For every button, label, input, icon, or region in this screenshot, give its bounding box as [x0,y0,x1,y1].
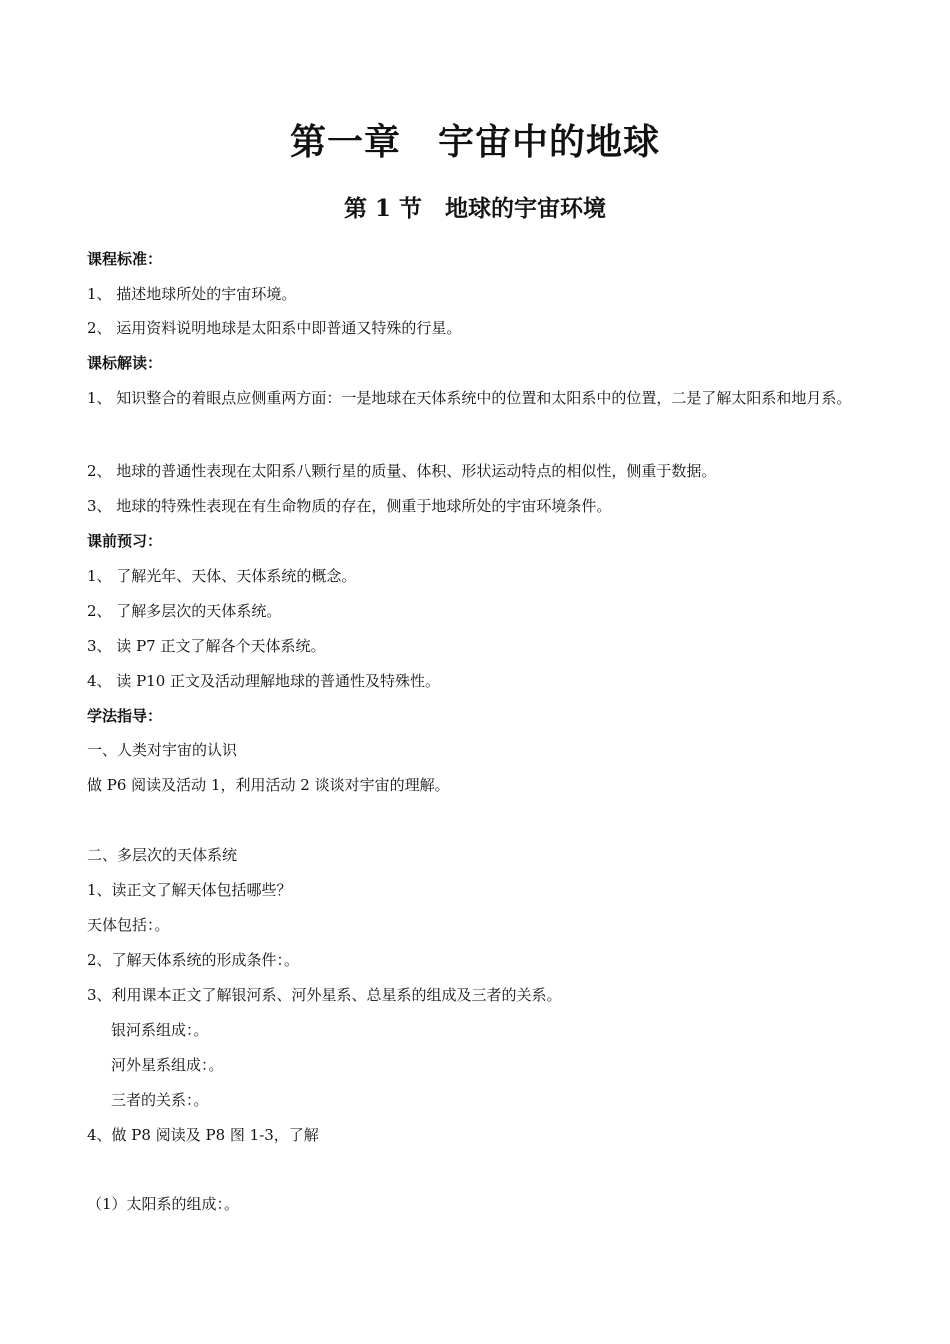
guide-q1: 1、读正文了解天体包括哪些？ [87,881,292,899]
guide-part1-text: 做 P6 阅读及活动 1，利用活动 2 谈谈对宇宙的理解。 [87,776,450,794]
guide-q2: 2、了解天体系统的形成条件：。 [87,951,300,969]
interpretation-item-2: 2、 地球的普通性表现在太阳系八颗行星的质量、体积、形状运动特点的相似性，侧重于数据。 [87,462,717,480]
preview-item-3: 3、 读 P7 正文了解各个天体系统。 [87,637,326,655]
guide-q4-1: （1）太阳系的组成：。 [87,1195,240,1213]
chapter-title: 第一章 宇宙中的地球 [289,121,660,163]
preview-item-4: 4、 读 P10 正文及活动理解地球的普通性及特殊性。 [87,672,441,690]
guide-q1-answer: 天体包括：。 [87,916,170,934]
guide-part1-title: 一、人类对宇宙的认识 [87,741,238,759]
interpretation-heading: 课标解读： [87,354,163,372]
interpretation-item-1: 1、 知识整合的着眼点应侧重两方面：一是地球在天体系统中的位置和太阳系中的位置，二是了解太阳系和地月系。 [87,389,852,407]
guide-q4: 4、做 P8 阅读及 P8 图 1-3，了解 [87,1126,319,1144]
guide-q3-extragalactic: 河外星系组成：。 [111,1056,224,1074]
section-title: 第 1 节 地球的宇宙环境 [343,195,607,222]
standards-item-1: 1、 描述地球所处的宇宙环境。 [87,285,297,303]
guide-heading: 学法指导： [87,707,163,725]
interpretation-item-3: 3、 地球的特殊性表现在有生命物质的存在，侧重于地球所处的宇宙环境条件。 [87,497,612,515]
standards-item-2: 2、 运用资料说明地球是太阳系中即普通又特殊的行星。 [87,319,462,337]
preview-item-2: 2、 了解多层次的天体系统。 [87,602,282,620]
guide-q3-galaxy: 银河系组成：。 [111,1021,209,1039]
guide-q3-relation: 三者的关系：。 [111,1091,209,1109]
guide-part2-title: 二、多层次的天体系统 [87,846,238,864]
preview-item-1: 1、 了解光年、天体、天体系统的概念。 [87,567,357,585]
standards-heading: 课程标准： [87,250,163,268]
guide-q3: 3、利用课本正文了解银河系、河外星系、总星系的组成及三者的关系。 [87,986,562,1004]
preview-heading: 课前预习： [87,532,163,550]
